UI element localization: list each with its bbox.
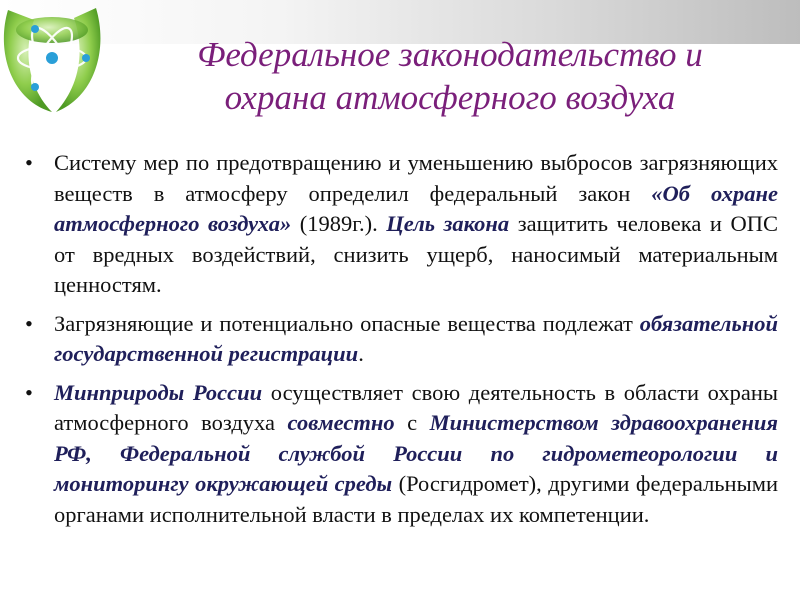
emphasized-text: обязательной государственной регистрации [54, 310, 778, 366]
bullet-list [22, 148, 778, 538]
emphasized-text: Министерством здравоохранения РФ, Федеральной службой России по гидрометеорологии и мониторингу окружающей среды [54, 410, 778, 496]
bullet-text: Загрязняющие и потенциально опасные вещества подлежат [54, 310, 640, 336]
bullet-text: с [394, 410, 430, 435]
slide-title-line-1: Федеральное законодательство и [197, 35, 703, 74]
slide-title [100, 33, 800, 119]
bullet-text: (1989г.). [291, 211, 387, 236]
bullet-item [22, 309, 778, 370]
bullet-marker: • [25, 150, 33, 175]
emphasized-text: совместно [287, 410, 395, 435]
bullet-text: . [358, 341, 364, 366]
bullet-item [22, 378, 778, 531]
atom-icon [0, 0, 104, 118]
bullet-text: защитить человека и ОПС от вредных воздействий, снизить ущерб, наносимый материальным ценностям. [54, 211, 779, 297]
bullet-text: Систему мер по предотвращению и уменьшению выбросов загрязняющих веществ в атмосферу определил федеральный закон [54, 150, 778, 206]
bullet-text: (Росгидромет), другими федеральными органами исполнительной власти в пределах их компетенции. [54, 471, 778, 527]
emphasized-text: Цель закона [386, 211, 510, 236]
bullet-marker: • [25, 379, 33, 405]
emphasized-text: «Об охране атмосферного воздуха» [54, 180, 778, 236]
bullet-item [22, 148, 778, 301]
slide-title-line-2: охрана атмосферного воздуха [224, 78, 676, 117]
emphasized-text: Минприроды России [54, 379, 263, 405]
bullet-marker: • [25, 310, 33, 336]
bullet-text: осуществляет свою деятельность в области охраны атмосферного воздуха [54, 379, 778, 435]
